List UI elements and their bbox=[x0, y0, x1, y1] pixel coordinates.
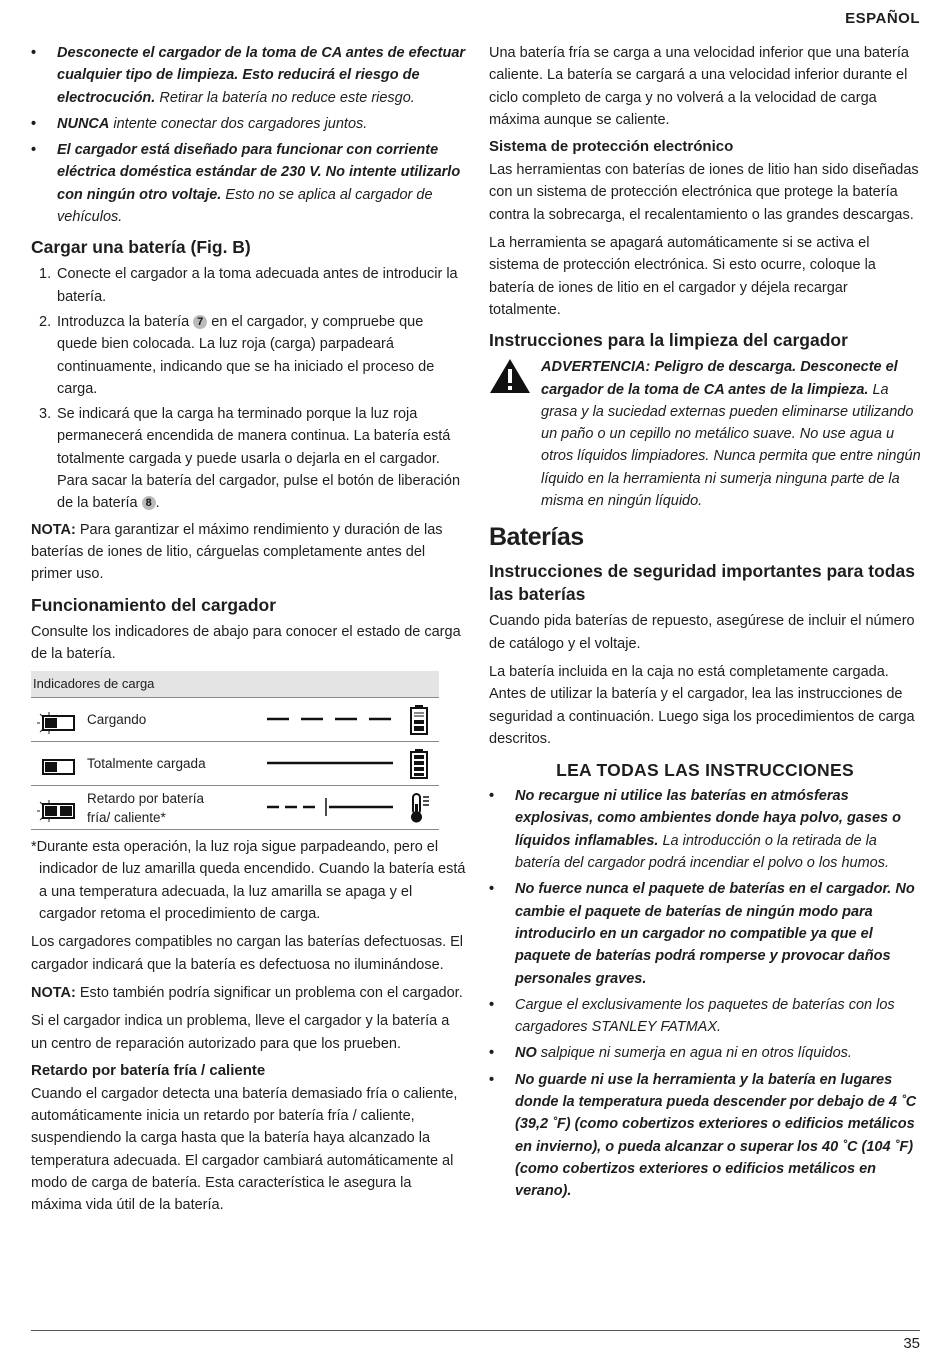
left-column bbox=[31, 42, 466, 1223]
read-all-heading: LEA TODAS LAS INSTRUCCIONES bbox=[556, 760, 854, 781]
list-item: • NUNCA intente conectar dos cargadores juntos. bbox=[31, 113, 466, 135]
paragraph: Los cargadores compatibles no cargan las baterías defectuosas. El cargador indicará que la batería es defectuosa no iluminándose. bbox=[31, 934, 464, 973]
dashed-pattern-icon bbox=[263, 706, 398, 735]
list-item: • Desconecte el cargador de la toma de CA antes de efectuar cualquier tipo de limpieza. Esto reducirá el riesgo de electrocución. Retirar la batería no reduce este riesgo. bbox=[31, 42, 466, 109]
blinking-red-led-icon bbox=[37, 712, 77, 737]
warning-text: ADVERTENCIA: Peligro de descarga. Desconecte el cargador de la toma de CA antes de la limpieza. La grasa y la suciedad externas pueden eliminarse utilizando un paño o un cepillo no metálico suave. No use agua u otros líquidos limpiadores. Nunca permita que entre ningún líquido en la herramienta ni sumerja ninguna parte de la misma en ningún líquido. bbox=[541, 359, 921, 510]
indicator-label: Retardo por batería fría/ caliente* bbox=[87, 791, 205, 826]
list-item: • El cargador está diseñado para funcionar con corriente eléctrica doméstica estándar de 230 V. No intente utilizarlo con ningún otro voltaje. Esto no se aplica al cargador de vehículos. bbox=[31, 139, 466, 228]
footer-rule bbox=[31, 1330, 920, 1331]
table-row bbox=[31, 785, 439, 829]
chapter-heading: Baterías bbox=[489, 523, 584, 552]
warning-block bbox=[489, 356, 921, 512]
list-item: • No guarde ni use la herramienta y la batería en lugares donde la temperatura pueda descender por debajo de 4 ˚C (39,2 ˚F) (como cobertizos exteriores o edificios metálicos en invierno), o pueda alcanzar o superar los 40 ˚C (104 ˚F) (como cobertizos exteriores o edificios metálicos en verano). bbox=[489, 1069, 921, 1203]
subsection-heading: Retardo por batería fría / caliente bbox=[31, 1061, 266, 1079]
list-item: • Cargue el exclusivamente los paquetes de baterías con los cargadores STANLEY FATMAX. bbox=[489, 994, 921, 1039]
table-row bbox=[31, 697, 439, 741]
paragraph: Cuando el cargador detecta una batería demasiado fría o caliente, automáticamente inicia un retardo por batería fría / caliente, suspendiendo la carga hasta que la batería haya alcanzado la temperatura adecuada. El cargador cambiará automáticamente al modo de carga de batería. Esta característica le asegura la máxima vida útil de la batería. bbox=[31, 1085, 458, 1214]
note-paragraph: NOTA: Para garantizar el máximo rendimiento y duración de las baterías de iones de litio, cárguelas completamente antes del primer uso. bbox=[31, 521, 443, 583]
list-item: • NO salpique ni sumerja en agua ni en otros líquidos. bbox=[489, 1042, 921, 1064]
paragraph: La batería incluida en la caja no está completamente cargada. Antes de utilizar la batería y el cargador, lea las instrucciones de seguridad a continuación. Luego siga los procedimientos de carga descritos. bbox=[489, 663, 915, 747]
page-number: 35 bbox=[903, 1335, 920, 1352]
solid-pattern-icon bbox=[263, 750, 398, 779]
list-item: • No fuerce nunca el paquete de baterías en el cargador. No cambie el paquete de baterías de ningún modo para introducirlo en un cargador no compatible ya que el paquete de baterías podrá romperse y provocar daños personales graves. bbox=[489, 878, 921, 989]
section-heading: Cargar una batería (Fig. B) bbox=[31, 237, 251, 258]
battery-safety-list bbox=[489, 785, 921, 1202]
language-label: ESPAÑOL bbox=[845, 10, 920, 27]
paragraph: Si el cargador indica un problema, lleve el cargador y la batería a un centro de reparación autorizado para que los prueben. bbox=[31, 1013, 450, 1052]
paragraph: Consulte los indicadores de abajo para conocer el estado de carga de la batería. bbox=[31, 623, 461, 662]
table-header: Indicadores de carga bbox=[31, 671, 439, 697]
charger-safety-list bbox=[31, 42, 466, 228]
warning-triangle-icon bbox=[489, 358, 531, 399]
paragraph: Cuando pida baterías de repuesto, asegúrese de incluir el número de catálogo y el voltaje. bbox=[489, 613, 915, 652]
footnote-paragraph: *Durante esta operación, la luz roja sigue parpadeando, pero el indicador de luz amarilla queda encendido. Cuando la batería está a una temperatura adecuada, la luz amarilla se apaga y el cargador retoma el procedimiento de carga. bbox=[31, 839, 466, 923]
note-paragraph: NOTA: Esto también podría significar un problema con el cargador. bbox=[31, 984, 463, 1001]
section-heading: Instrucciones para la limpieza del cargador bbox=[489, 330, 848, 351]
paragraph: La herramienta se apagará automáticamente si se activa el sistema de protección electrónica. Si esto ocurre, coloque la batería de iones de litio en el cargador y déjela recargar totalmente. bbox=[489, 235, 876, 318]
thermometer-icon bbox=[409, 792, 431, 827]
section-heading: Instrucciones de seguridad importantes para todas las baterías bbox=[489, 561, 915, 605]
list-item: 2. Introduzca la batería 7 en el cargador, y compruebe que quede bien colocada. La luz roja (carga) parpadeará continuamente, indicando que se ha iniciado el proceso de carga. bbox=[39, 313, 435, 397]
subsection-heading: Sistema de protección electrónico bbox=[489, 138, 734, 156]
indicator-label: Cargando bbox=[87, 712, 147, 728]
list-item: • No recargue ni utilice las baterías en atmósferas explosivas, como ambientes donde haya polvo, gases o líquidos inflamables. La introducción o la retirada de la batería del cargador podrá incendiar el polvo o los humos. bbox=[489, 785, 921, 874]
paragraph: Las herramientas con baterías de iones de litio han sido diseñadas con un sistema de protección electrónica que protege la batería contra la sobrecarga, el recalentamiento o las grandes descargas. bbox=[489, 162, 919, 223]
charge-indicators-table bbox=[31, 671, 439, 830]
battery-charging-icon bbox=[409, 704, 429, 739]
list-item: 1. Conecte el cargador a la toma adecuada antes de introducir la batería. bbox=[39, 266, 458, 305]
indicator-label: Totalmente cargada bbox=[87, 756, 206, 772]
blinking-red-yellow-led-icon bbox=[37, 800, 77, 825]
callout-badge: 8 bbox=[142, 496, 156, 510]
list-item: 3. Se indicará que la carga ha terminado porque la luz roja permanecerá encendida de manera continua. La batería está totalmente cargada y puede usarla o dejarla en el cargador. Para sacar la batería del cargador, pulse el botón de liberación de la batería 8 . bbox=[39, 406, 461, 512]
solid-red-led-icon bbox=[37, 756, 77, 781]
dash-then-solid-pattern-icon bbox=[263, 794, 398, 823]
right-column bbox=[489, 42, 921, 1206]
charge-steps-list bbox=[31, 263, 466, 514]
callout-badge: 7 bbox=[193, 315, 207, 329]
table-row bbox=[31, 741, 439, 785]
paragraph: Una batería fría se carga a una velocidad inferior que una batería caliente. La batería se cargará a una velocidad inferior durante el ciclo completo de carga y no volverá a la velocidad de carga máxima aunque se caliente. bbox=[489, 45, 909, 128]
section-heading: Funcionamiento del cargador bbox=[31, 594, 277, 615]
battery-full-icon bbox=[409, 748, 429, 783]
